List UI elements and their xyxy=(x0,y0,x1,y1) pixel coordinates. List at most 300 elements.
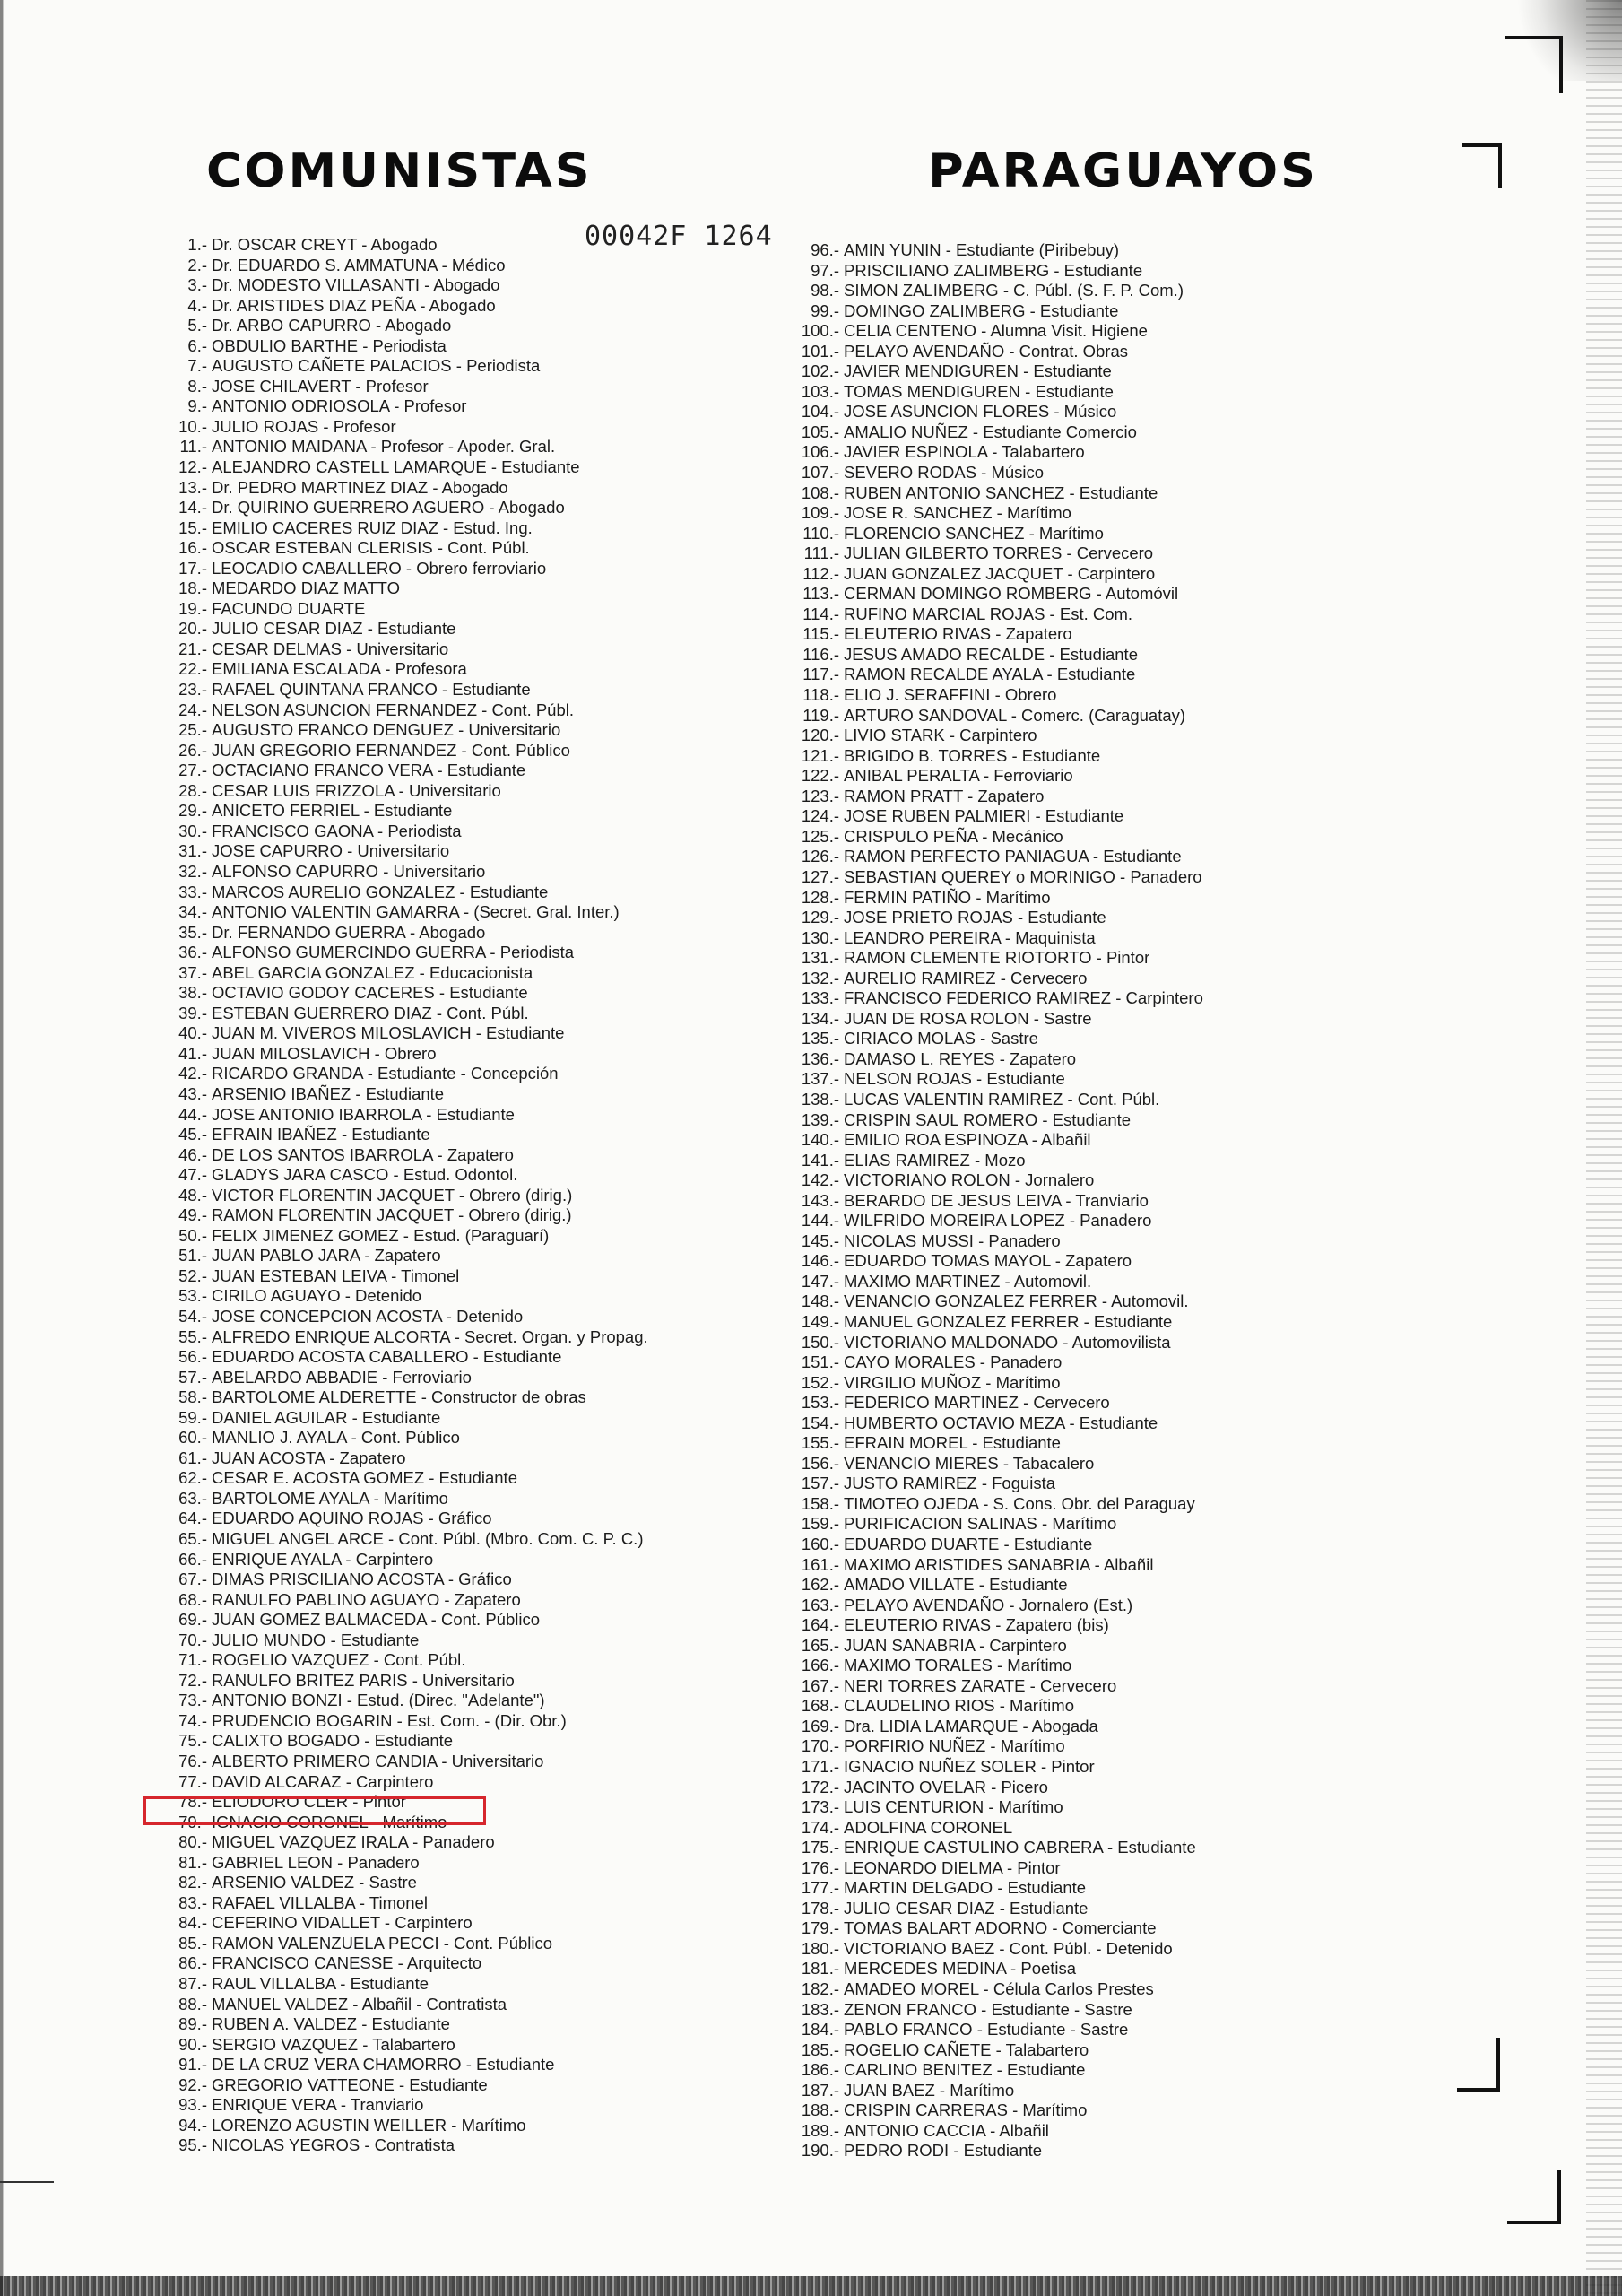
entry-number: 57.- xyxy=(178,1367,207,1387)
entry-number: 6.- xyxy=(187,335,207,355)
list-item xyxy=(175,417,820,438)
entry-text: AMADEO MOREL - Célula Carlos Prestes xyxy=(844,1979,1154,1999)
entry-number: 103.- xyxy=(801,381,839,401)
list-item xyxy=(796,1636,1531,1657)
entry-text: EDUARDO DUARTE - Estudiante xyxy=(844,1535,1093,1553)
list-item xyxy=(175,1752,820,1772)
list-item xyxy=(175,822,820,842)
list-item xyxy=(175,1631,820,1651)
list-item xyxy=(175,1327,820,1348)
scan-edge-left xyxy=(0,0,13,2296)
entry-text: ROGELIO VAZQUEZ - Cont. Públ. xyxy=(212,1650,466,1670)
entry-number: 100.- xyxy=(801,321,839,341)
list-item xyxy=(175,1974,820,1995)
entry-text: PABLO FRANCO - Estudiante - Sastre xyxy=(844,2020,1129,2039)
list-item xyxy=(796,1838,1531,1858)
entry-number: 29.- xyxy=(178,801,207,821)
entry-number: 123.- xyxy=(801,786,839,805)
entry-text: ROGELIO CAÑETE - Talabartero xyxy=(844,2039,1089,2059)
entry-number: 40.- xyxy=(178,1023,207,1043)
entry-text: BERARDO DE JESUS LEIVA - Tranviario xyxy=(844,1190,1149,1210)
entry-text: LEONARDO DIELMA - Pintor xyxy=(844,1857,1061,1877)
list-item xyxy=(796,1231,1531,1252)
entry-number: 55.- xyxy=(178,1326,207,1346)
entry-text: DOMINGO ZALIMBERG - Estudiante xyxy=(844,300,1119,320)
entry-text: MAXIMO TORALES - Marítimo xyxy=(844,1656,1072,1675)
entry-text: MANUEL VALDEZ - Albañil - Contratista xyxy=(212,1994,507,2013)
entry-number: 37.- xyxy=(178,962,207,982)
list-item xyxy=(796,1575,1531,1596)
entry-text: FRANCISCO GAONA - Periodista xyxy=(212,821,462,840)
list-item xyxy=(796,766,1531,787)
entry-number: 182.- xyxy=(801,1979,839,1999)
list-item xyxy=(796,1717,1531,1737)
entry-text: IGNACIO CORONEL - Marítimo xyxy=(212,1812,447,1831)
entry-number: 184.- xyxy=(801,2020,839,2039)
entry-text: JOSE R. SANCHEZ - Marítimo xyxy=(844,503,1071,523)
list-item xyxy=(796,1069,1531,1090)
entry-text: NICOLAS YEGROS - Contratista xyxy=(212,2135,455,2155)
entry-text: FACUNDO DUARTE xyxy=(212,598,366,618)
list-item xyxy=(796,624,1531,645)
entry-number: 69.- xyxy=(178,1610,207,1630)
list-item xyxy=(796,1696,1531,1717)
list-item xyxy=(175,1246,820,1266)
entry-number: 88.- xyxy=(178,1994,207,2013)
entry-text: RICARDO GRANDA - Estudiante - Concepción xyxy=(212,1064,559,1083)
entry-number: 18.- xyxy=(178,578,207,598)
entry-text: NELSON ROJAS - Estudiante xyxy=(844,1069,1065,1089)
list-item xyxy=(175,1165,820,1186)
entry-text: EMILIO ROA ESPINOZA - Albañil xyxy=(844,1130,1091,1150)
entry-number: 9.- xyxy=(187,396,207,416)
entry-number: 161.- xyxy=(801,1554,839,1574)
entry-text: RAMON CLEMENTE RIOTORTO - Pintor xyxy=(844,948,1150,968)
entry-number: 22.- xyxy=(178,659,207,679)
list-item xyxy=(175,2014,820,2035)
entry-number: 135.- xyxy=(801,1029,839,1048)
list-item xyxy=(796,1797,1531,1818)
list-item xyxy=(175,1934,820,1954)
entry-text: DIMAS PRISCILIANO ACOSTA - Gráfico xyxy=(212,1570,512,1589)
entry-text: SIMON ZALIMBERG - C. Públ. (S. F. P. Com.) xyxy=(844,281,1184,300)
list-item xyxy=(796,1029,1531,1049)
entry-text: ANICETO FERRIEL - Estudiante xyxy=(212,801,453,821)
list-item xyxy=(796,1918,1531,1939)
entry-number: 179.- xyxy=(801,1918,839,1938)
entry-text: TOMAS MENDIGUREN - Estudiante xyxy=(844,381,1114,401)
entry-text: CALIXTO BOGADO - Estudiante xyxy=(212,1731,454,1751)
entry-text: PELAYO AVENDAÑO - Contrat. Obras xyxy=(844,341,1129,361)
entry-text: RANULFO BRITEZ PARIS - Universitario xyxy=(212,1670,515,1690)
entry-text: FELIX JIMENEZ GOMEZ - Estud. (Paraguarí) xyxy=(212,1225,550,1245)
entry-number: 83.- xyxy=(178,1892,207,1912)
entry-number: 11.- xyxy=(179,437,207,457)
entry-text: TIMOTEO OJEDA - S. Cons. Obr. del Paraguay xyxy=(844,1493,1195,1513)
entry-text: LORENZO AGUSTIN WEILLER - Marítimo xyxy=(212,2115,526,2135)
entry-text: JUAN GONZALEZ JACQUET - Carpintero xyxy=(844,563,1156,583)
entry-text: GLADYS JARA CASCO - Estud. Odontol. xyxy=(212,1165,518,1185)
entry-number: 110.- xyxy=(802,523,839,543)
entry-number: 13.- xyxy=(178,477,207,497)
list-item xyxy=(796,888,1531,909)
entry-text: JUAN GREGORIO FERNANDEZ - Cont. Público xyxy=(212,740,570,760)
list-item xyxy=(796,1474,1531,1494)
list-item xyxy=(175,2095,820,2116)
entry-number: 30.- xyxy=(178,821,207,840)
list-item xyxy=(175,781,820,802)
entry-text: JULIO CESAR DIAZ - Estudiante xyxy=(212,619,456,639)
entry-number: 154.- xyxy=(801,1413,839,1432)
entry-text: AMADO VILLATE - Estudiante xyxy=(844,1575,1068,1595)
list-item xyxy=(175,1873,820,1893)
entry-text: VIRGILIO MUÑOZ - Marítimo xyxy=(844,1372,1061,1392)
entry-text: ABELARDO ABBADIE - Ferroviario xyxy=(212,1367,472,1387)
entry-text: CESAR LUIS FRIZZOLA - Universitario xyxy=(212,780,501,800)
entry-number: 164.- xyxy=(801,1615,839,1635)
entry-number: 172.- xyxy=(801,1777,839,1796)
entry-number: 165.- xyxy=(801,1635,839,1655)
entry-number: 137.- xyxy=(801,1069,839,1089)
entry-number: 72.- xyxy=(178,1670,207,1690)
entry-number: 142.- xyxy=(801,1170,839,1190)
entry-text: JULIO MUNDO - Estudiante xyxy=(212,1630,420,1649)
entry-number: 32.- xyxy=(178,861,207,881)
entry-number: 43.- xyxy=(178,1083,207,1103)
list-item xyxy=(796,1555,1531,1576)
entry-text: CIRIACO MOLAS - Sastre xyxy=(844,1029,1038,1048)
entry-text: LEANDRO PEREIRA - Maquinista xyxy=(844,927,1096,947)
entry-number: 73.- xyxy=(178,1691,207,1710)
list-item xyxy=(175,1368,820,1388)
entry-number: 126.- xyxy=(801,847,839,866)
entry-number: 54.- xyxy=(178,1306,207,1326)
entry-number: 95.- xyxy=(178,2135,207,2155)
entry-number: 108.- xyxy=(801,483,839,502)
entry-number: 162.- xyxy=(801,1575,839,1595)
list-item xyxy=(175,983,820,1004)
entry-text: JOSE CHILAVERT - Profesor xyxy=(212,376,429,396)
entry-text: EMILIANA ESCALADA - Profesora xyxy=(212,659,467,679)
list-item xyxy=(796,2100,1531,2121)
entry-text: CRISPIN SAUL ROMERO - Estudiante xyxy=(844,1109,1132,1129)
list-item xyxy=(796,1858,1531,1879)
entry-text: ALFONSO GUMERCINDO GUERRA - Periodista xyxy=(212,943,574,962)
entry-number: 68.- xyxy=(178,1589,207,1609)
entry-number: 39.- xyxy=(178,1003,207,1022)
entry-text: RAMON RECALDE AYALA - Estudiante xyxy=(844,665,1136,684)
entry-number: 3.- xyxy=(187,275,207,295)
list-item xyxy=(796,1211,1531,1231)
entry-text: SEVERO RODAS - Músico xyxy=(844,463,1045,483)
entry-number: 139.- xyxy=(801,1109,839,1129)
entry-number: 185.- xyxy=(801,2039,839,2059)
entry-text: ANTONIO VALENTIN GAMARRA - (Secret. Gral. Inter.) xyxy=(212,902,620,922)
entry-text: EFRAIN MOREL - Estudiante xyxy=(844,1433,1061,1453)
list-item xyxy=(796,544,1531,564)
entry-number: 151.- xyxy=(801,1352,839,1372)
entry-text: VICTOR FLORENTIN JACQUET - Obrero (dirig.) xyxy=(212,1185,573,1205)
entry-text: SEBASTIAN QUEREY o MORINIGO - Panadero xyxy=(844,866,1202,886)
list-item xyxy=(175,1387,820,1408)
entry-number: 28.- xyxy=(178,780,207,800)
entry-text: ELEUTERIO RIVAS - Zapatero xyxy=(844,624,1072,644)
entry-number: 127.- xyxy=(801,866,839,886)
entry-text: ARTURO SANDOVAL - Comerc. (Caraguatay) xyxy=(844,705,1186,725)
entry-text: RAMON VALENZUELA PECCI - Cont. Público xyxy=(212,1933,553,1952)
list-item xyxy=(175,316,820,336)
entry-number: 136.- xyxy=(801,1048,839,1068)
entry-number: 82.- xyxy=(178,1873,207,1892)
entry-text: CRISPIN CARRERAS - Marítimo xyxy=(844,2100,1088,2120)
entry-number: 159.- xyxy=(801,1514,839,1534)
entry-text: WILFRIDO MOREIRA LOPEZ - Panadero xyxy=(844,1211,1152,1231)
entry-number: 133.- xyxy=(801,988,839,1008)
entry-number: 80.- xyxy=(178,1832,207,1852)
scan-edge-bottom xyxy=(0,2276,1622,2296)
entry-text: ENRIQUE CASTULINO CABRERA - Estudiante xyxy=(844,1838,1196,1857)
entry-text: JULIO ROJAS - Profesor xyxy=(212,416,396,436)
list-item xyxy=(175,619,820,639)
list-item xyxy=(175,883,820,903)
entry-number: 36.- xyxy=(178,943,207,962)
entry-text: JUAN ESTEBAN LEIVA - Timonel xyxy=(212,1265,460,1285)
entry-text: MAXIMO ARISTIDES SANABRIA - Albañil xyxy=(844,1554,1154,1574)
list-item xyxy=(796,1878,1531,1899)
entry-number: 178.- xyxy=(801,1898,839,1918)
list-item xyxy=(796,746,1531,767)
entry-text: RAMON FLORENTIN JACQUET - Obrero (dirig.) xyxy=(212,1205,572,1225)
list-item xyxy=(175,296,820,317)
entry-number: 98.- xyxy=(811,281,839,300)
entry-text: Dr. ARBO CAPURRO - Abogado xyxy=(212,316,452,335)
entry-number: 53.- xyxy=(178,1286,207,1306)
entry-number: 153.- xyxy=(801,1393,839,1413)
entry-text: ELEUTERIO RIVAS - Zapatero (bis) xyxy=(844,1615,1109,1635)
entry-number: 112.- xyxy=(802,563,839,583)
list-item xyxy=(175,1893,820,1914)
entry-text: RUBEN A. VALDEZ - Estudiante xyxy=(212,2014,450,2034)
entry-text: PRUDENCIO BOGARIN - Est. Com. - (Dir. Obr.) xyxy=(212,1710,567,1730)
entry-text: RAMON PRATT - Zapatero xyxy=(844,786,1045,805)
scan-edge-right xyxy=(1586,0,1622,2296)
entry-number: 26.- xyxy=(178,740,207,760)
entry-number: 171.- xyxy=(801,1757,839,1777)
entry-text: ALEJANDRO CASTELL LAMARQUE - Estudiante xyxy=(212,457,580,477)
entry-number: 140.- xyxy=(801,1130,839,1150)
list-item xyxy=(796,1494,1531,1515)
list-item xyxy=(175,2075,820,2096)
entry-text: Dr. PEDRO MARTINEZ DIAZ - Abogado xyxy=(212,477,508,497)
entry-text: DE LOS SANTOS IBARROLA - Zapatero xyxy=(212,1144,514,1164)
entry-text: LIVIO STARK - Carpintero xyxy=(844,726,1037,745)
list-item xyxy=(796,1615,1531,1636)
entry-text: RANULFO PABLINO AGUAYO - Zapatero xyxy=(212,1589,521,1609)
entry-number: 104.- xyxy=(801,402,839,422)
entry-text: ANIBAL PERALTA - Ferroviario xyxy=(844,766,1073,786)
list-item xyxy=(175,1125,820,1145)
entry-number: 34.- xyxy=(178,902,207,922)
entry-text: ELIODORO CLER - Pintor xyxy=(212,1792,406,1812)
list-item xyxy=(796,1818,1531,1839)
entry-number: 166.- xyxy=(801,1656,839,1675)
entry-number: 183.- xyxy=(801,1999,839,2019)
margin-tick xyxy=(0,2181,54,2183)
entry-text: JOSE PRIETO ROJAS - Estudiante xyxy=(844,908,1106,927)
list-item xyxy=(796,2020,1531,2040)
entry-number: 116.- xyxy=(802,644,839,664)
list-item xyxy=(175,1307,820,1327)
entry-text: ESTEBAN GUERRERO DIAZ - Cont. Públ. xyxy=(212,1003,529,1022)
entry-number: 114.- xyxy=(802,604,839,623)
entry-text: Dra. LIDIA LAMARQUE - Abogada xyxy=(844,1716,1098,1735)
entry-text: PRISCILIANO ZALIMBERG - Estudiante xyxy=(844,260,1143,280)
entry-number: 93.- xyxy=(178,2095,207,2115)
entry-text: DAMASO L. REYES - Zapatero xyxy=(844,1048,1077,1068)
entry-number: 170.- xyxy=(801,1736,839,1756)
entry-text: CIRILO AGUAYO - Detenido xyxy=(212,1286,422,1306)
entry-number: 58.- xyxy=(178,1387,207,1407)
list-item xyxy=(175,1286,820,1307)
entry-number: 189.- xyxy=(801,2120,839,2140)
entry-number: 90.- xyxy=(178,2034,207,2054)
entry-text: VICTORIANO MALDONADO - Automovilista xyxy=(844,1332,1171,1352)
list-item xyxy=(796,1110,1531,1131)
list-item xyxy=(175,2035,820,2056)
list-item xyxy=(175,659,820,680)
entry-number: 71.- xyxy=(178,1650,207,1670)
entry-number: 174.- xyxy=(801,1817,839,1837)
entry-text: AMIN YUNIN - Estudiante (Piribebuy) xyxy=(844,240,1120,259)
list-item xyxy=(175,1650,820,1671)
entry-number: 64.- xyxy=(178,1509,207,1528)
entry-number: 42.- xyxy=(178,1064,207,1083)
list-item xyxy=(175,1064,820,1084)
list-item xyxy=(796,1333,1531,1353)
crop-mark-bottom-outer xyxy=(1507,2170,1561,2224)
entry-number: 158.- xyxy=(801,1493,839,1513)
entry-text: MARCOS AURELIO GONZALEZ - Estudiante xyxy=(212,882,549,901)
entry-text: BARTOLOME AYALA - Marítimo xyxy=(212,1488,448,1508)
entry-number: 27.- xyxy=(178,761,207,780)
entry-text: CARLINO BENITEZ - Estudiante xyxy=(844,2060,1086,2080)
list-item xyxy=(175,639,820,660)
entry-number: 122.- xyxy=(801,766,839,786)
entry-text: JUAN GOMEZ BALMACEDA - Cont. Público xyxy=(212,1610,540,1630)
entry-number: 117.- xyxy=(802,665,839,684)
list-item xyxy=(175,841,820,862)
entry-number: 130.- xyxy=(801,927,839,947)
list-item xyxy=(175,1205,820,1226)
entry-number: 52.- xyxy=(178,1265,207,1285)
entry-number: 167.- xyxy=(801,1675,839,1695)
list-item xyxy=(175,761,820,781)
entry-text: SERGIO VAZQUEZ - Talabartero xyxy=(212,2034,455,2054)
entry-number: 33.- xyxy=(178,882,207,901)
list-item xyxy=(796,281,1531,301)
entry-text: AMALIO NUÑEZ - Estudiante Comercio xyxy=(844,422,1137,441)
entry-number: 23.- xyxy=(178,680,207,700)
entry-text: JUAN M. VIVEROS MILOSLAVICH - Estudiante xyxy=(212,1023,565,1043)
entry-text: ALFREDO ENRIQUE ALCORTA - Secret. Organ. y Propag. xyxy=(212,1326,648,1346)
list-item xyxy=(175,256,820,276)
entry-number: 143.- xyxy=(801,1190,839,1210)
entry-text: JULIO CESAR DIAZ - Estudiante xyxy=(844,1898,1089,1918)
entry-text: BRIGIDO B. TORRES - Estudiante xyxy=(844,745,1101,765)
list-item xyxy=(175,1489,820,1509)
entry-text: MARTIN DELGADO - Estudiante xyxy=(844,1878,1087,1898)
entry-text: RUBEN ANTONIO SANCHEZ - Estudiante xyxy=(844,483,1158,502)
entry-text: EDUARDO ACOSTA CABALLERO - Estudiante xyxy=(212,1347,562,1367)
list-item xyxy=(175,518,820,539)
entry-number: 96.- xyxy=(811,240,839,259)
entry-number: 113.- xyxy=(802,584,839,604)
entry-text: ANTONIO ODRIOSOLA - Profesor xyxy=(212,396,467,416)
list-item xyxy=(796,1736,1531,1757)
entry-number: 97.- xyxy=(811,260,839,280)
list-item xyxy=(796,1413,1531,1434)
entry-number: 75.- xyxy=(178,1731,207,1751)
entry-text: JESUS AMADO RECALDE - Estudiante xyxy=(844,644,1138,664)
entry-text: JACINTO OVELAR - Picero xyxy=(844,1777,1048,1796)
entry-number: 107.- xyxy=(801,463,839,483)
entry-number: 115.- xyxy=(802,624,839,644)
entry-number: 5.- xyxy=(187,316,207,335)
list-item xyxy=(796,1433,1531,1454)
list-item xyxy=(796,342,1531,362)
entry-number: 56.- xyxy=(178,1347,207,1367)
crop-mark-top-outer xyxy=(1505,36,1563,93)
list-item xyxy=(796,1272,1531,1292)
list-item xyxy=(175,396,820,417)
entry-text: MIGUEL ANGEL ARCE - Cont. Públ. (Mbro. Com. C. P. C.) xyxy=(212,1529,644,1548)
entry-text: DAVID ALCARAZ - Carpintero xyxy=(212,1771,434,1791)
list-item xyxy=(796,564,1531,585)
entry-text: EFRAIN IBAÑEZ - Estudiante xyxy=(212,1125,430,1144)
entry-number: 77.- xyxy=(178,1771,207,1791)
entry-text: ALBERTO PRIMERO CANDIA - Universitario xyxy=(212,1752,544,1771)
entry-text: JUSTO RAMIREZ - Foguista xyxy=(844,1474,1056,1493)
entry-text: Dr. ARISTIDES DIAZ PEÑA - Abogado xyxy=(212,295,496,315)
entry-number: 1.- xyxy=(187,235,207,254)
list-item xyxy=(796,2121,1531,2142)
entry-text: RUFINO MARCIAL ROJAS - Est. Com. xyxy=(844,604,1133,623)
list-item xyxy=(175,680,820,700)
list-item xyxy=(796,301,1531,322)
list-item xyxy=(175,1004,820,1024)
entry-number: 94.- xyxy=(178,2115,207,2135)
entry-text: ABEL GARCIA GONZALEZ - Educacionista xyxy=(212,962,533,982)
list-item xyxy=(796,483,1531,504)
list-item xyxy=(175,356,820,377)
list-item xyxy=(796,969,1531,989)
entry-number: 106.- xyxy=(801,442,839,462)
entry-number: 67.- xyxy=(178,1570,207,1589)
entry-number: 150.- xyxy=(801,1332,839,1352)
entry-text: AUGUSTO CAÑETE PALACIOS - Periodista xyxy=(212,356,541,376)
list-item xyxy=(175,801,820,822)
entry-number: 10.- xyxy=(178,416,207,436)
entry-text: ANTONIO MAIDANA - Profesor - Apoder. Gral. xyxy=(212,437,556,457)
list-item xyxy=(796,1899,1531,1919)
entry-number: 145.- xyxy=(801,1231,839,1250)
entry-number: 7.- xyxy=(187,356,207,376)
list-item xyxy=(796,503,1531,524)
list-item xyxy=(175,457,820,478)
entry-number: 44.- xyxy=(178,1104,207,1124)
entry-text: JUAN DE ROSA ROLON - Sastre xyxy=(844,1008,1092,1028)
entry-number: 163.- xyxy=(801,1595,839,1614)
